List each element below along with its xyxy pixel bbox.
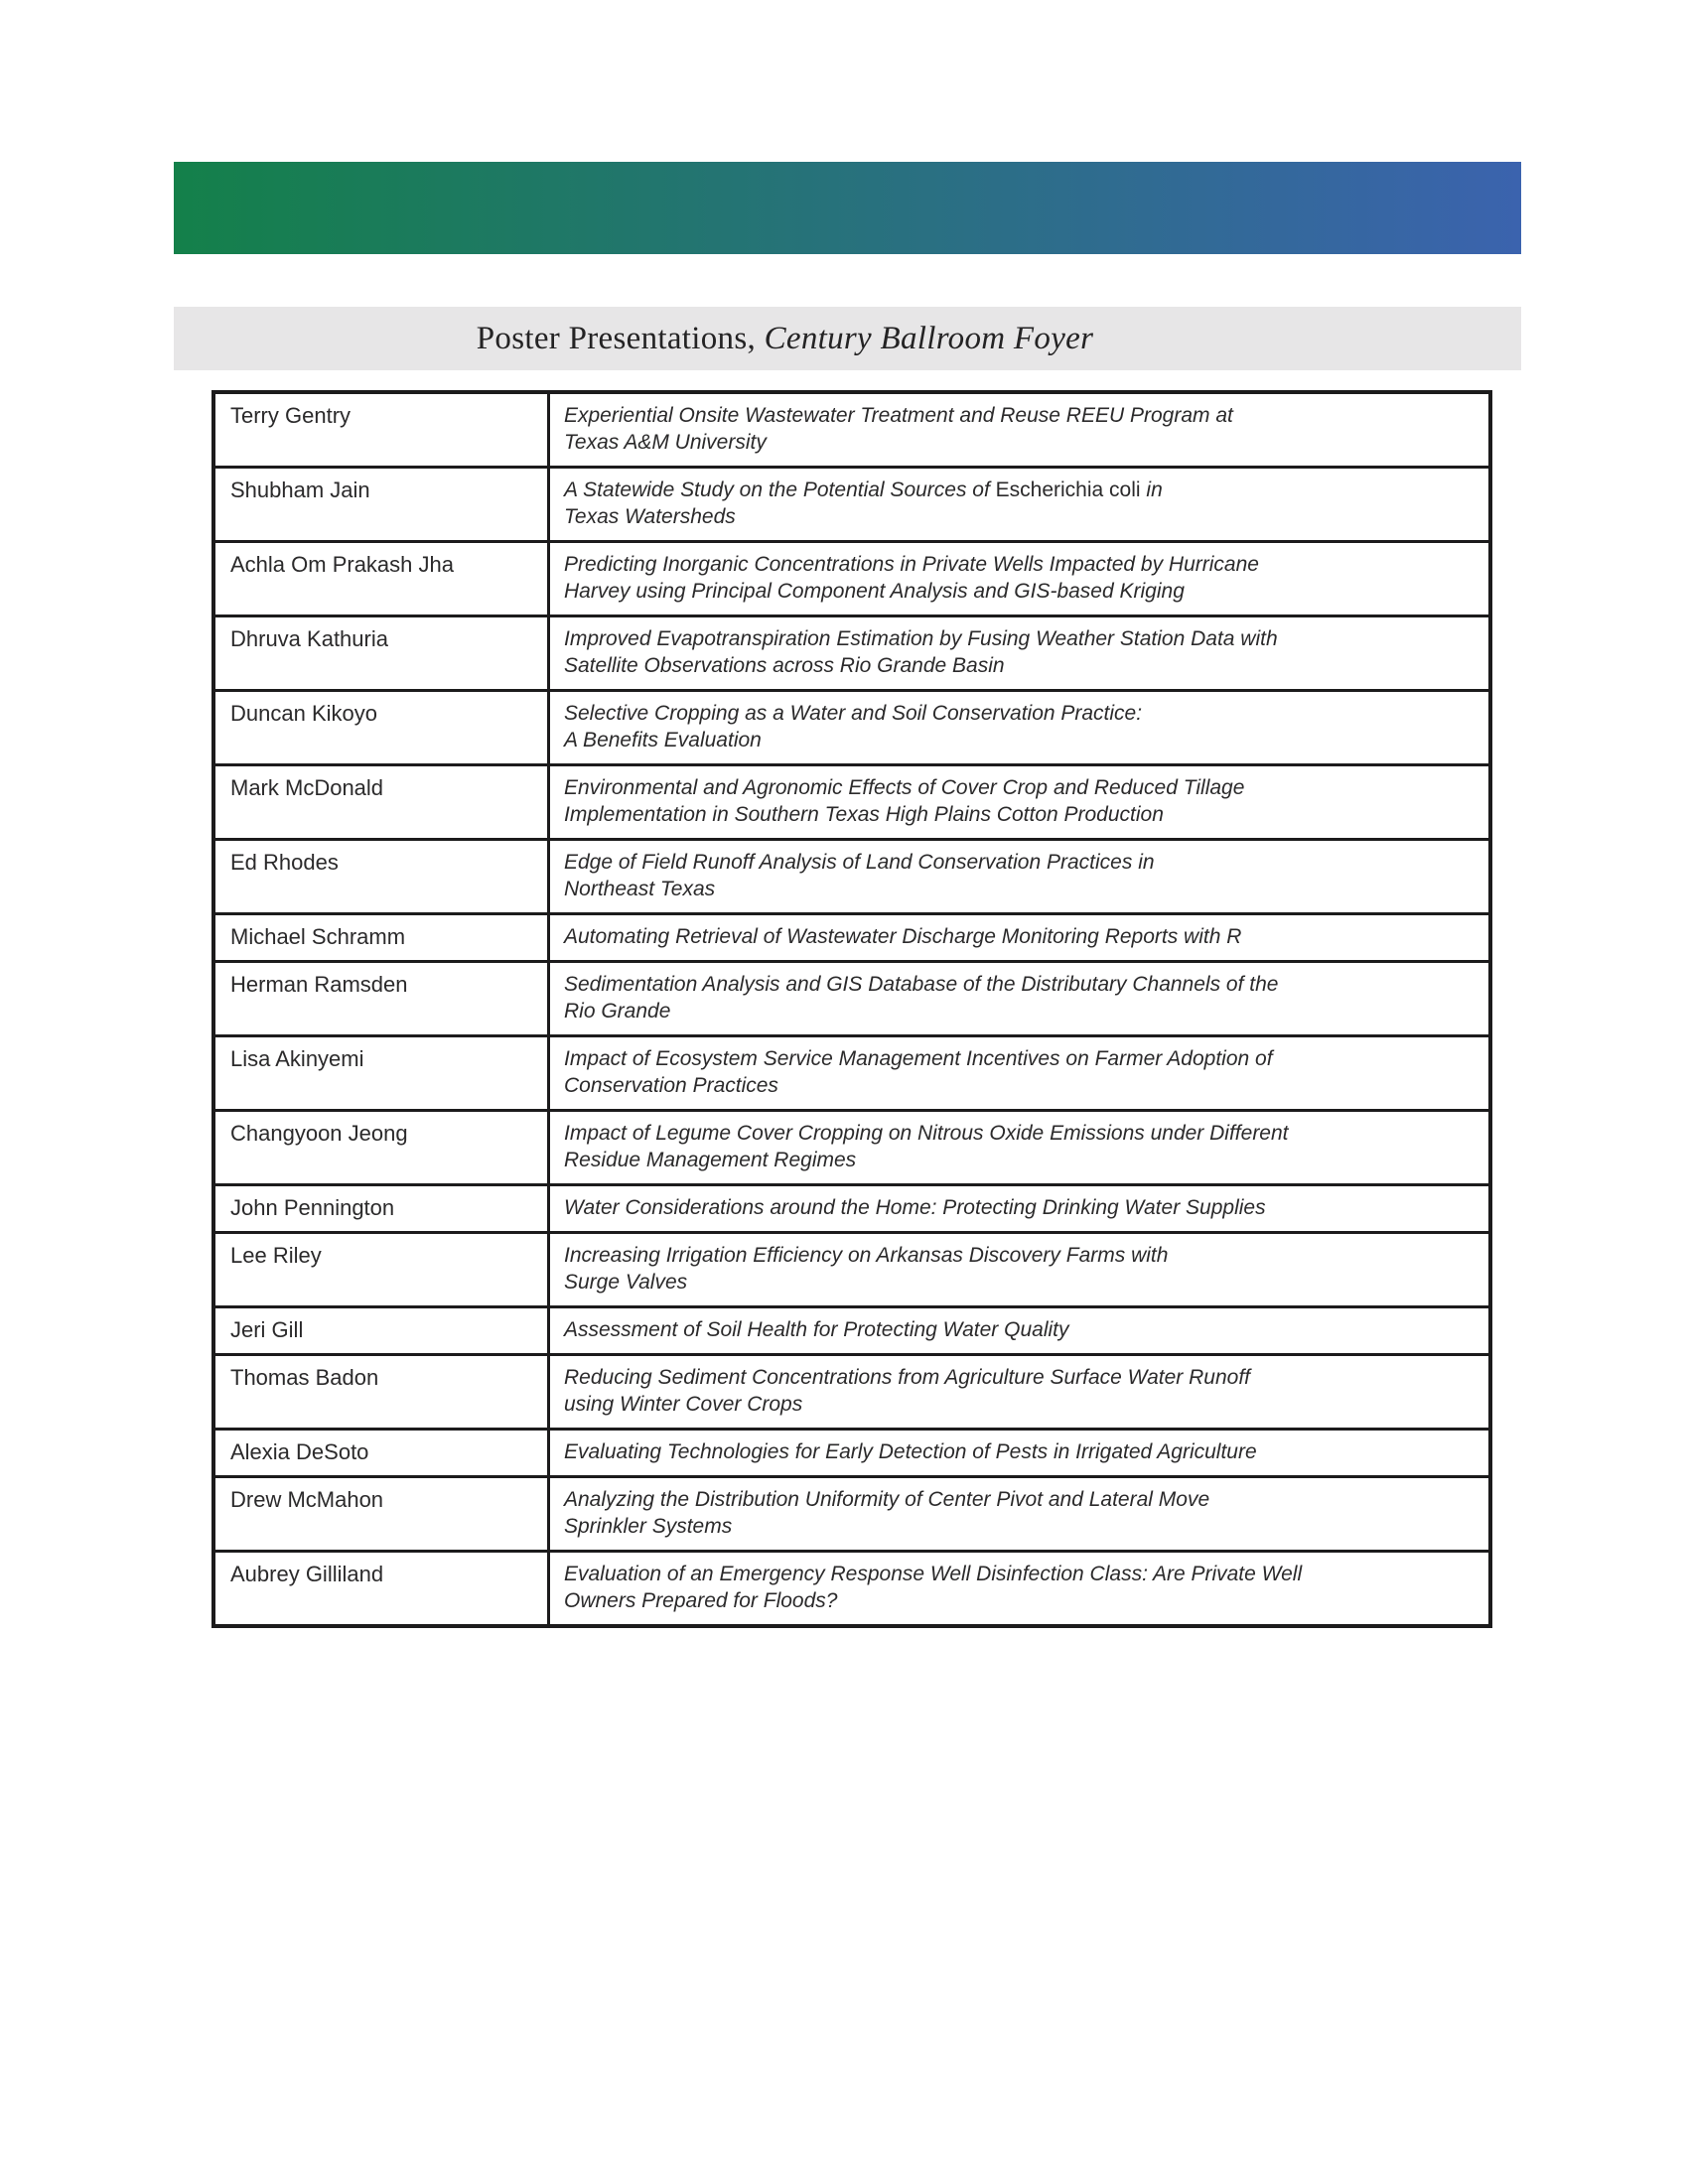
presentation-title-line: Water Considerations around the Home: Protecting Drinking Water Supplies [564,1196,1266,1219]
table-row [213,1307,1490,1355]
presentation-title-cell [549,1552,1491,1627]
presentation-title-line: Texas Watersheds [564,505,736,528]
page-title [477,321,1093,357]
presenter-name-cell: Terry Gentry [213,392,549,468]
presentation-title-line: Implementation in Southern Texas High Plains Cotton Production [564,803,1164,826]
presenter-name-cell: Alexia DeSoto [213,1430,549,1477]
presenter-name-cell: Achla Om Prakash Jha [213,542,549,616]
presentation-title-cell [549,840,1491,914]
presentation-title-cell [549,1036,1491,1111]
table-row [213,616,1490,691]
presentation-title-cell [549,392,1491,468]
presentation-title-line: Texas A&M University [564,431,767,454]
presentation-title-cell [549,691,1491,765]
presentations-table [211,390,1492,1628]
page-title-location: Century Ballroom Foyer [764,320,1094,356]
presentation-title-cell [549,1430,1491,1477]
presentation-title-line: Satellite Observations across Rio Grande Basin [564,654,1005,677]
table-row [213,1477,1490,1552]
presentation-title-line: Harvey using Principal Component Analysis and GIS-based Kriging [564,580,1185,603]
table-row [213,1430,1490,1477]
table-row [213,914,1490,962]
presentation-title-line: Experiential Onsite Wastewater Treatment and Reuse REEU Program at [564,404,1233,427]
presentation-title-cell [549,542,1491,616]
presentation-title-cell [549,1355,1491,1430]
presenter-name-cell: Herman Ramsden [213,962,549,1036]
presentation-title-line: Evaluation of an Emergency Response Well Disinfection Class: Are Private Well [564,1563,1303,1585]
presenter-name-cell: Lisa Akinyemi [213,1036,549,1111]
presentation-title-line: Reducing Sediment Concentrations from Agriculture Surface Water Runoff [564,1366,1251,1389]
presentation-title-line: Conservation Practices [564,1074,778,1097]
presentation-title-line: Increasing Irrigation Efficiency on Arkansas Discovery Farms with [564,1244,1169,1267]
presentation-title-line: A Statewide Study on the Potential Sources of Escherichia coli in [564,478,1163,501]
table-row [213,840,1490,914]
presentation-title-line: A Benefits Evaluation [564,729,762,751]
presentation-title-line: Rio Grande [564,1000,671,1023]
presentation-title-cell [549,1111,1491,1185]
presentation-title-line: Owners Prepared for Floods? [564,1589,838,1612]
presentation-title-line: Environmental and Agronomic Effects of Cover Crop and Reduced Tillage [564,776,1245,799]
presentation-title-line: using Winter Cover Crops [564,1393,803,1416]
presenter-name-cell: Lee Riley [213,1233,549,1307]
presentation-title-line: Selective Cropping as a Water and Soil Conservation Practice: [564,702,1143,725]
presenter-name-cell: Dhruva Kathuria [213,616,549,691]
table-row [213,1185,1490,1233]
presenter-name-cell: Aubrey Gilliland [213,1552,549,1627]
presentation-title-line: Sprinkler Systems [564,1515,733,1538]
presentation-title-line: Evaluating Technologies for Early Detection of Pests in Irrigated Agriculture [564,1440,1257,1463]
presentation-title-cell [549,1477,1491,1552]
presentation-title-line: Surge Valves [564,1271,688,1294]
presenter-name-cell: Changyoon Jeong [213,1111,549,1185]
presentation-title-cell [549,914,1491,962]
presentation-title-cell [549,616,1491,691]
presentation-title-cell [549,468,1491,542]
presenter-name-cell: Duncan Kikoyo [213,691,549,765]
presentation-title-line: Residue Management Regimes [564,1149,857,1171]
presentation-title-cell [549,1233,1491,1307]
table-row [213,691,1490,765]
presenter-name-cell: Ed Rhodes [213,840,549,914]
presenter-name-cell: Jeri Gill [213,1307,549,1355]
table-row [213,1036,1490,1111]
presentation-title-line: Automating Retrieval of Wastewater Discharge Monitoring Reports with R [564,925,1242,948]
table-row [213,542,1490,616]
presentation-title-line: Assessment of Soil Health for Protecting Water Quality [564,1318,1069,1341]
table-row [213,392,1490,468]
presenter-name-cell: John Pennington [213,1185,549,1233]
presentation-title-cell [549,962,1491,1036]
presentation-title-line: Impact of Legume Cover Cropping on Nitrous Oxide Emissions under Different [564,1122,1289,1145]
table-row [213,1111,1490,1185]
page-title-regular: Poster Presentations, [476,320,765,356]
presentation-title-line: Predicting Inorganic Concentrations in Private Wells Impacted by Hurricane [564,553,1259,576]
presenter-name-cell: Michael Schramm [213,914,549,962]
table-row [213,962,1490,1036]
presenter-name-cell: Mark McDonald [213,765,549,840]
header-bar [174,307,1521,370]
presentation-title-line: Analyzing the Distribution Uniformity of Center Pivot and Lateral Move [564,1488,1210,1511]
presenter-name-cell: Thomas Badon [213,1355,549,1430]
table-row [213,765,1490,840]
presentation-title-line: Edge of Field Runoff Analysis of Land Conservation Practices in [564,851,1155,874]
presentation-title-cell [549,1185,1491,1233]
presentation-title-line: Northeast Texas [564,878,716,900]
table-row [213,1233,1490,1307]
table-row [213,1552,1490,1627]
table-row [213,1355,1490,1430]
presentation-title-cell [549,765,1491,840]
presentation-title-line: Sedimentation Analysis and GIS Database of the Distributary Channels of the [564,973,1279,996]
presentation-title-line: Improved Evapotranspiration Estimation by Fusing Weather Station Data with [564,627,1278,650]
presenter-name-cell: Shubham Jain [213,468,549,542]
presentation-title-cell [549,1307,1491,1355]
presentation-title-line: Impact of Ecosystem Service Management Incentives on Farmer Adoption of [564,1047,1273,1070]
presentations-table-body [213,392,1490,1626]
gradient-banner [174,162,1521,254]
table-row [213,468,1490,542]
presenter-name-cell: Drew McMahon [213,1477,549,1552]
